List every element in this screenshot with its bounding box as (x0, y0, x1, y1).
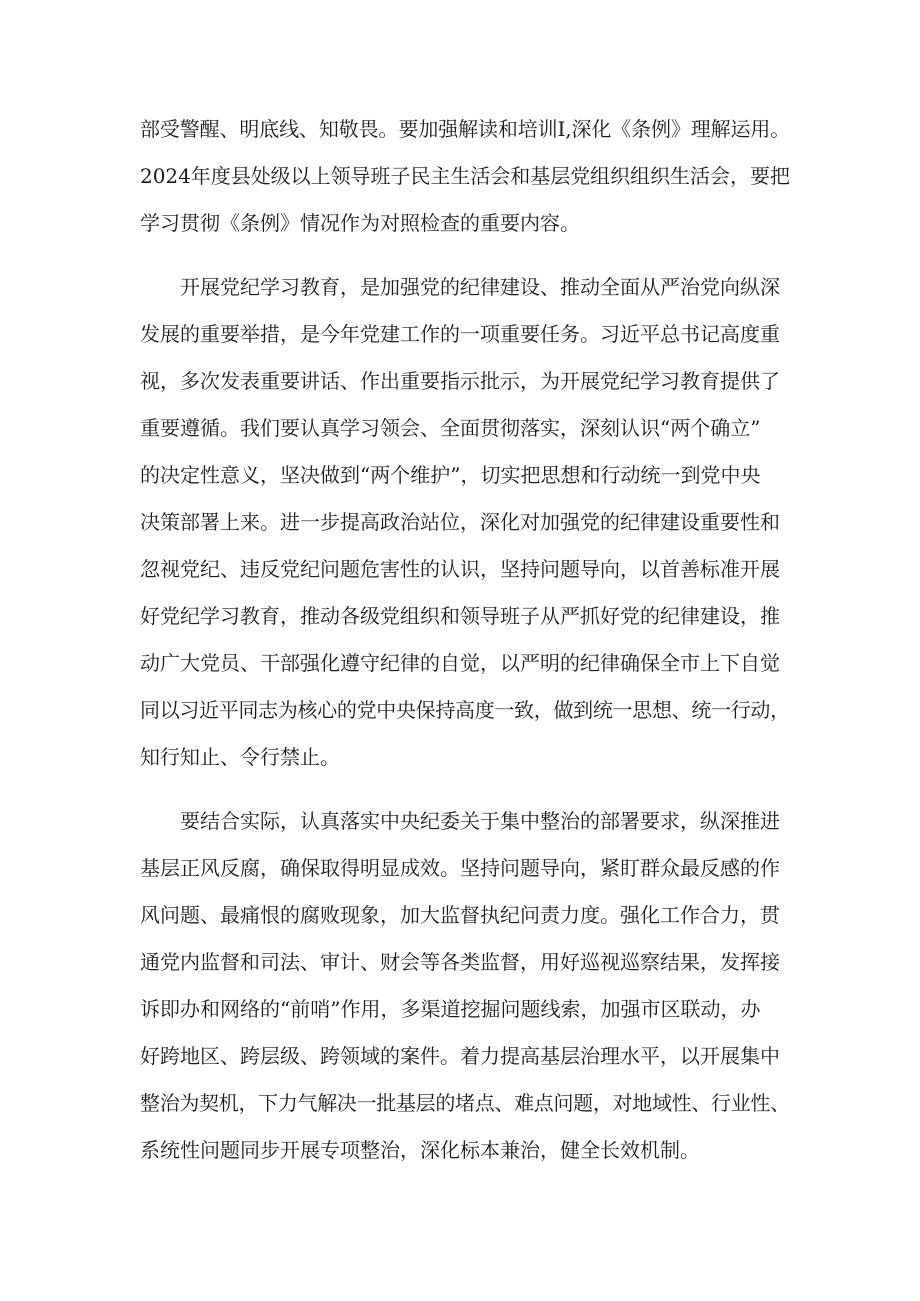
paragraph-3-line-1: 要结合实际，认真落实中央纪委关于集中整治的部署要求，纵深推进 (180, 809, 780, 833)
paragraph-3-line-7: 整治为契机，下力气解决一批基层的堵点、难点问题，对地域性、行业性、 (140, 1091, 790, 1115)
paragraph-2-line-10: 同以习近平同志为核心的党中央保持高度一致，做到统一思想、统一行动， (140, 698, 790, 722)
paragraph-1-line-2: 2024年度县处级以上领导班子民主生活会和基层党组织组织生活会，要把 (140, 164, 790, 188)
paragraph-2-line-11: 知行知止、令行禁止。 (140, 745, 340, 769)
paragraph-2-line-8: 好党纪学习教育，推动各级党组织和领导班子从严抓好党的纪律建设，推 (140, 604, 780, 628)
paragraph-1-line-3: 学习贯彻《条例》情况作为对照检查的重要内容。 (140, 211, 580, 235)
paragraph-2-line-4: 重要遵循。我们要认真学习领会、全面贯彻落实，深刻认识“两个确立” (140, 416, 761, 440)
paragraph-3-line-2: 基层正风反腐，确保取得明显成效。坚持问题导向，紧盯群众最反感的作 (140, 856, 780, 880)
paragraph-2-line-9: 动广大党员、干部强化遵守纪律的自觉，以严明的纪律确保全市上下自觉 (140, 651, 780, 675)
paragraph-1-line-1: 部受警醒、明底线、知敬畏。要加强解读和培训I,深化《条例》理解运用。 (140, 117, 791, 141)
paragraph-2-line-1: 开展党纪学习教育，是加强党的纪律建设、推动全面从严治党向纵深 (180, 275, 780, 299)
paragraph-2-line-6: 决策部署上来。进一步提高政治站位，深化对加强党的纪律建设重要性和 (140, 510, 780, 534)
paragraph-3-line-6: 好跨地区、跨层级、跨领域的案件。着力提高基层治理水平，以开展集中 (140, 1044, 780, 1068)
paragraph-3-line-8: 系统性问题同步开展专项整治，深化标本兼治，健全长效机制。 (140, 1138, 700, 1162)
paragraph-2-line-5: 的决定性意义，坚决做到“两个维护”，切实把思想和行动统一到党中央 (140, 463, 761, 487)
paragraph-2-line-7: 忽视党纪、违反党纪问题危害性的认识，坚持问题导向，以首善标准开展 (140, 557, 780, 581)
paragraph-3-line-4: 通党内监督和司法、审计、财会等各类监督，用好巡视巡察结果，发挥接 (140, 950, 780, 974)
paragraph-2-line-2: 发展的重要举措，是今年党建工作的一项重要任务。习近平总书记高度重 (140, 322, 780, 346)
paragraph-3-line-3: 风问题、最痛恨的腐败现象，加大监督执纪问责力度。强化工作合力，贯 (140, 903, 780, 927)
paragraph-3-line-5: 诉即办和网络的“前哨”作用，多渠道挖掘问题线索，加强市区联动，办 (140, 997, 761, 1021)
paragraph-2-line-3: 视，多次发表重要讲话、作出重要指示批示，为开展党纪学习教育提供了 (140, 369, 780, 393)
